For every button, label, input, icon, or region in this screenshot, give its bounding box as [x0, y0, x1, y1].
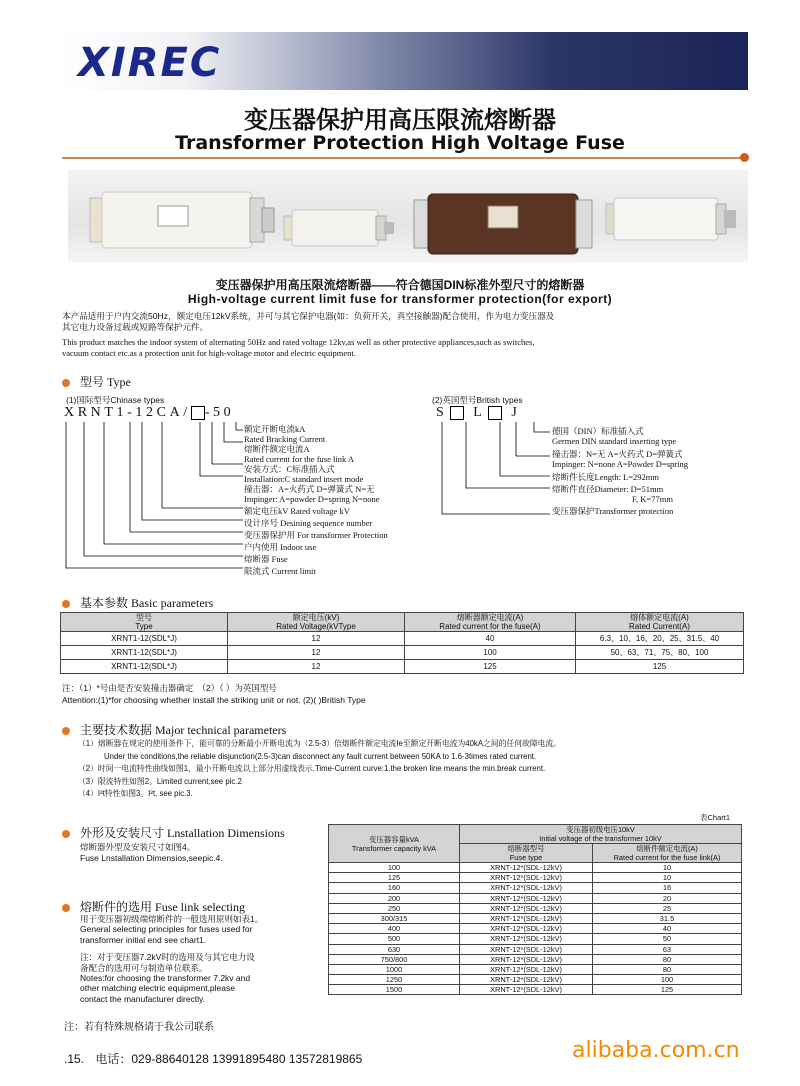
- intro-cn: [62, 311, 748, 333]
- table-cell: 125: [329, 873, 460, 883]
- header-en: Rated Current(A): [629, 622, 690, 631]
- header-en: Rated current for the fuse(A): [439, 622, 541, 631]
- text-line: 备配合的选用可与制造单位联系。: [80, 962, 208, 973]
- table-row: [329, 873, 742, 883]
- table-row: [61, 632, 744, 646]
- basic-params-heading-cn: 基本参数: [80, 596, 129, 610]
- header-cn: 变压器初级电压10kV: [566, 825, 635, 834]
- table-row: [329, 903, 742, 913]
- header-en: Rated Voltage(kVType: [276, 622, 356, 631]
- text-line: Fuse Lnstallation Dimensios,seepic.4.: [80, 853, 223, 863]
- table-cell: 80: [593, 954, 742, 964]
- type-heading-en: Type: [107, 375, 131, 389]
- british-code-labels: [552, 426, 688, 516]
- chinese-code-leaders: [60, 420, 260, 580]
- fuse-link-text: [80, 914, 263, 1004]
- table-cell: 200: [329, 893, 460, 903]
- chinese-types-label: (1)国际型号Chinase types: [66, 395, 165, 405]
- table-cell: 12: [228, 660, 405, 674]
- text-line: General selecting principles for fuses used for: [80, 924, 253, 935]
- code-char: /: [183, 405, 191, 420]
- code-label: F, K=77mm: [632, 494, 673, 504]
- table-row: [329, 913, 742, 923]
- british-code-leaders: [430, 420, 560, 520]
- basic-params-note-en: Attention:(1)*for choosing whether install the striking unit or not. (2)( )British Type: [62, 695, 366, 705]
- table-cell: 10: [593, 873, 742, 883]
- code-label: Installation:C standard insert mode: [244, 474, 364, 484]
- basic-params-heading: [62, 594, 213, 611]
- code-placeholder-box: [450, 406, 464, 420]
- table-cell: XRNT-12*(SDL-12kV): [460, 873, 593, 883]
- table-cell: XRNT-12*(SDL-12kV): [460, 944, 593, 954]
- table-cell: 50、63、71、75、80、100: [576, 646, 744, 660]
- code-label: 熔断件额定电流A: [244, 444, 310, 454]
- basic-params-table: [60, 612, 744, 674]
- subtitle-cn: 变压器保护用高压限流熔断器——符合德国DIN标准外型尺寸的熔断器: [215, 278, 585, 292]
- table-cell: XRNT1-12(SDL*J): [61, 632, 228, 646]
- british-types-label: (2)英国型号British types: [432, 395, 523, 405]
- product-photo: [68, 170, 748, 262]
- footer-note: 注：若有特殊规格请于我公司联系: [64, 1022, 214, 1033]
- table-row: [329, 883, 742, 893]
- list-item: （1）熔断器在规定的使用条件下，能可靠的分断最小开断电流为（2.5-3）倍熔断件额定电流Ie至额定开断电流为40kA之间的任何故障电流。: [78, 739, 562, 748]
- bullet-icon: [62, 600, 70, 608]
- subtitle-en: High-voltage current limit fuse for transformer protection(for export): [187, 292, 613, 306]
- table-cell: 1000: [329, 964, 460, 974]
- text-line: other matching electric equipment,please: [80, 983, 235, 994]
- table-cell: 40: [405, 632, 576, 646]
- code-label: Germen DIN standard inserting type: [552, 436, 677, 446]
- chart1-caption: 表Chart1: [700, 813, 731, 822]
- footer-contact: [64, 1050, 362, 1067]
- install-dims-heading-cn: 外形及安装尺寸: [80, 826, 165, 840]
- basic-params-note-cn: 注：（1）*号由是否安装撞击器确定 （2）（ ）为英国型号: [62, 683, 277, 693]
- table-header-cell: [460, 825, 742, 844]
- fuse-illustration: [68, 170, 748, 262]
- code-char: CA: [156, 405, 184, 420]
- chinese-code: [64, 405, 234, 421]
- code-label: 熔断件直径Diameter: D=51mm: [552, 484, 664, 494]
- divider-dot: [740, 153, 749, 162]
- header-cn: 熔断器额定电流(A): [456, 613, 524, 622]
- table-row: [329, 893, 742, 903]
- table-cell: 1500: [329, 985, 460, 995]
- code-char: R: [77, 405, 91, 420]
- code-label: 变压器保护Transformer protection: [552, 506, 674, 516]
- table-header-cell: [329, 825, 460, 863]
- code-label: 熔断件长度Length: L=292mm: [552, 472, 660, 482]
- text-line: 熔断器外型及安装尺寸如图4。: [80, 842, 196, 852]
- code-char: X: [64, 405, 78, 420]
- table-cell: 500: [329, 934, 460, 944]
- code-label: 限流式 Current limit: [244, 566, 316, 576]
- list-item: （2）时间一电流特性曲线如图1，最小开断电流以上部分用虚线表示.Time-Current curve:1.the broken line means the min.break current.: [78, 764, 546, 773]
- phone-numbers: 电话：029-88640128 13991895480 13572819865: [95, 1052, 363, 1066]
- table-row: [329, 964, 742, 974]
- table-cell: 125: [593, 985, 742, 995]
- table-cell: 12: [228, 632, 405, 646]
- code-label: 撞击器：N=无 A=火药式 D=弹簧式: [552, 449, 683, 459]
- table-cell: 31.5: [593, 913, 742, 923]
- fuse-link-heading: [62, 898, 245, 915]
- table-cell: 100: [329, 863, 460, 873]
- type-heading: [62, 373, 131, 390]
- table-row: [329, 954, 742, 964]
- major-tech-heading-cn: 主要技术数据: [80, 723, 153, 737]
- table-header-cell: [228, 613, 405, 632]
- chart1-table: [328, 824, 742, 995]
- code-label: Rated Bracking Current: [244, 434, 326, 444]
- table-cell: XRNT-12*(SDL-12kV): [460, 913, 593, 923]
- table-cell: 12: [228, 646, 405, 660]
- code-label: Impinger: N=none A=Powder D=spring: [552, 459, 688, 469]
- code-char: L: [473, 405, 488, 420]
- code-label: 户内使用 Indoor use: [244, 542, 317, 552]
- code-label: 设计序号 Desining sequence number: [244, 518, 373, 528]
- bullet-icon: [62, 727, 70, 735]
- code-label: 熔断器 Fuse: [244, 554, 288, 564]
- intro-en: [62, 337, 748, 359]
- header-en: Type: [135, 622, 153, 631]
- code-label: 额定开断电流kA: [244, 424, 306, 434]
- text-line: contact the manufacturer directly.: [80, 993, 206, 1004]
- table-cell: XRNT-12*(SDL-12kV): [460, 883, 593, 893]
- table-header-cell: [460, 844, 593, 863]
- table-row: [329, 975, 742, 985]
- page-title-en: Transformer Protection High Voltage Fuse: [175, 132, 625, 154]
- table-cell: XRNT-12*(SDL-12kV): [460, 893, 593, 903]
- major-tech-list: [78, 738, 758, 801]
- fuse-link-heading-cn: 熔断件的选用: [80, 900, 153, 914]
- table-row: [329, 863, 742, 873]
- header-cn: 熔断件额定电流(A): [636, 844, 698, 853]
- text-line: 注：对于变压器7.2kV时的选用及与其它电力设: [80, 952, 255, 963]
- intro-en-line: This product matches the indoor system of alternating 50Hz and rated voltage 12kv,as well as other protective appliances,such as switches,: [62, 337, 535, 347]
- table-cell: XRNT1-12(SDL*J): [61, 660, 228, 674]
- code-char: T: [104, 405, 117, 420]
- table-cell: 1250: [329, 975, 460, 985]
- table-cell: 6.3、10、16、20、25、31.5、40: [576, 632, 744, 646]
- header-cn: 型号: [136, 613, 152, 622]
- chinese-code-labels: [244, 424, 388, 576]
- code-placeholder-box: [488, 406, 502, 420]
- table-cell: 50: [593, 934, 742, 944]
- table-cell: 40: [593, 924, 742, 934]
- table-cell: 400: [329, 924, 460, 934]
- code-char: -: [127, 405, 136, 420]
- table-row: [61, 646, 744, 660]
- header-cn: 额定电压(kV): [292, 613, 340, 622]
- table-cell: 16: [593, 883, 742, 893]
- code-label: 撞击器：A=火药式 D=弹簧式 N=无: [244, 484, 375, 494]
- code-label: 变压器保护用 For transformer Protection: [244, 530, 388, 540]
- bullet-icon: [62, 379, 70, 387]
- code-char: J: [511, 405, 523, 420]
- table-cell: 100: [593, 975, 742, 985]
- bullet-icon: [62, 904, 70, 912]
- table-cell: 630: [329, 944, 460, 954]
- table-cell: XRNT-12*(SDL-12kV): [460, 954, 593, 964]
- table-cell: XRNT1-12(SDL*J): [61, 646, 228, 660]
- code-label: 德国（DIN）标准插入式: [552, 426, 644, 436]
- table-row: [329, 985, 742, 995]
- header-cn: 熔断器型号: [507, 844, 545, 853]
- major-tech-heading-en: Major technical parameters: [155, 723, 287, 737]
- list-item: （3）限流特性如图2。Limited current,see pic.2: [78, 776, 242, 786]
- table-cell: 100: [405, 646, 576, 660]
- fuse-link-heading-en: Fuse link selecting: [155, 900, 246, 914]
- table-cell: 25: [593, 903, 742, 913]
- code-char: -: [204, 405, 214, 420]
- table-cell: XRNT-12*(SDL-12kV): [460, 985, 593, 995]
- code-char: 1: [116, 405, 128, 420]
- text-line: Notes:for choosing the transformer 7.2kv and: [80, 973, 251, 984]
- text-line: 用于变压器初级端熔断件的一般选用原则如表1。: [80, 914, 264, 924]
- code-char: N: [90, 405, 105, 420]
- install-dims-text: [80, 842, 223, 864]
- table-cell: XRNT-12*(SDL-12kV): [460, 924, 593, 934]
- page-title-cn: 变压器保护用高压限流熔断器: [244, 106, 556, 134]
- text-line: transformer initial end see chart1.: [80, 934, 207, 945]
- table-cell: 300/315: [329, 913, 460, 923]
- intro-en-line: vacuum contact etc.as a protection unit for high-voltage motor and electric equipment.: [62, 348, 356, 358]
- table-cell: 63: [593, 944, 742, 954]
- code-label: 额定电压kV Rated voltage kV: [244, 506, 350, 516]
- table-cell: 750/800: [329, 954, 460, 964]
- table-cell: XRNT-12*(SDL-12kV): [460, 934, 593, 944]
- intro-cn-line: 本产品适用于户内交流50Hz，额定电压12kV系统，并可与其它保护电器(如：负荷开关，真空接触器)配合使用，作为电力变压器及: [62, 311, 555, 321]
- table-cell: 80: [593, 964, 742, 974]
- table-header-cell: [576, 613, 744, 632]
- table-cell: 125: [576, 660, 744, 674]
- code-label: Impinger: A=powder D=spring N=none: [244, 494, 380, 504]
- table-cell: XRNT-12*(SDL-12kV): [460, 964, 593, 974]
- bullet-icon: [62, 830, 70, 838]
- code-label: Rated current for the fuse link A: [244, 454, 354, 464]
- table-row: [329, 944, 742, 954]
- table-cell: 250: [329, 903, 460, 913]
- table-header-cell: [405, 613, 576, 632]
- british-code: [436, 405, 523, 421]
- header-en: Initial voltage of the transformer 10kV: [539, 834, 662, 843]
- table-cell: XRNT-12*(SDL-12kV): [460, 903, 593, 913]
- table-header-row: [61, 613, 744, 632]
- spacer: [80, 945, 263, 952]
- title-divider: [62, 157, 744, 159]
- list-item: Under the conditions,the reliable disjunction(2.5-3)can disconnect any fault current between 50KA to 1.6-3times rated current.: [104, 751, 537, 761]
- header-en: Transformer capacity kVA: [351, 843, 437, 853]
- table-cell: XRNT-12*(SDL-12kV): [460, 975, 593, 985]
- table-row: [61, 660, 744, 674]
- table-cell: 160: [329, 883, 460, 893]
- table-row: [329, 924, 742, 934]
- code-char: 50: [213, 405, 235, 420]
- code-char: 12: [135, 405, 157, 420]
- header-cn: 变压器容量kVA: [369, 834, 419, 844]
- table-cell: 10: [593, 863, 742, 873]
- header-en: Rated current for the fuse link(A): [613, 853, 721, 862]
- intro-cn-line: 其它电力设备过载或短路等保护元件。: [62, 322, 209, 332]
- header-cn: 熔体额定电流(A): [630, 613, 689, 622]
- list-item: （4）I²t特性如图3。I²t, see pic.3.: [78, 789, 193, 798]
- code-label: 安装方式：C标准插入式: [244, 464, 335, 474]
- table-cell: 20: [593, 893, 742, 903]
- page-number: .15.: [64, 1052, 85, 1066]
- table-header-cell: [593, 844, 742, 863]
- basic-params-heading-en: Basic parameters: [131, 596, 214, 610]
- install-dims-heading-en: Lnstallation Dimensions: [167, 826, 285, 840]
- major-tech-heading: [62, 721, 286, 738]
- header-en: Fuse type: [509, 853, 543, 862]
- table-cell: XRNT-12*(SDL-12kV): [460, 863, 593, 873]
- brand-logo: XIREC: [78, 40, 222, 86]
- type-heading-cn: 型号: [80, 375, 105, 389]
- code-placeholder-box: [191, 406, 205, 420]
- install-dims-heading: [62, 824, 285, 841]
- watermark: alibaba.com.cn: [572, 1038, 740, 1063]
- table-header-cell: [61, 613, 228, 632]
- table-header-row: [329, 825, 742, 844]
- table-row: [329, 934, 742, 944]
- table-cell: 125: [405, 660, 576, 674]
- code-char: S: [436, 405, 450, 420]
